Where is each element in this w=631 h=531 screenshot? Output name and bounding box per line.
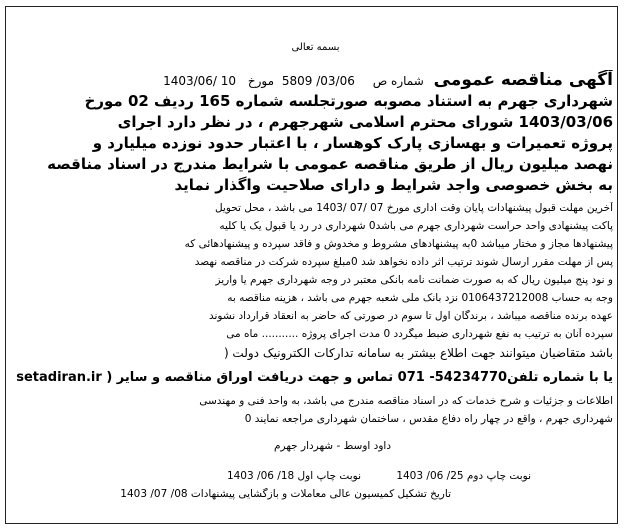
detail-line: آخرین مهلت قبول پیشنهادات پایان وقت اداری مورخ 07 /07 /1403 می باشد ، محل تحویل [214,202,613,214]
detail-line: و نود پنج میلیون ریال که به صورت ضمانت نامه بانکی معتبر در وجه شهرداری جهرم یا واریز [215,274,613,286]
second-print-date: نوبت چاپ دوم 25/ 06/ 1403 [396,470,531,482]
detail-line: پس از مهلت مقرر ارسال شوند ترتیب اثر داده نخواهد شد 0مبلغ سپرده شرکت در مناقصه نهصد [194,256,613,268]
body-line: شهرداری جهرم به استناد مصوبه صورتجلسه شماره 165 ردیف 02 مورخ [84,92,613,110]
detail-line: باشد متقاضیان میتوانند جهت اطلاع بیشتر به سامانه تدارکات الکترونیک دولت ( [223,346,613,360]
mayor-signature: داود اوسط - شهردار جهرم [274,440,391,452]
notice-title: آگهی مناقصه عمومی [433,70,613,90]
detail-line: عهده برنده مناقصه میباشد ، برندگان اول تا سوم در صورتی که حاضر به انعقاد قرارداد نشوند [208,310,613,322]
detail-line-website: setadiran.ir ) یا با شماره تلفن54234770- 071 تماس و جهت دریافت اوراق مناقصه و سایر [16,370,613,385]
first-print-date: نوبت چاپ اول 18/ 06/ 1403 [226,470,361,482]
detail-line: شهرداری جهرم ، واقع در چهار راه دفاع مقدس ، ساختمان شهرداری مراجعه نمایند 0 [244,413,613,425]
detail-line: پیشنهادها مجاز و مختار میباشد 0به پیشنهادهای مشروط و مخدوش و فاقد سپرده و پیشنهادهائی که [184,238,613,250]
date-value: 1403/06/ 10 [163,74,237,88]
detail-line: سپرده آنان به ترتیب به نفع شهرداری ضبط میگردد 0 مدت اجرای پروژه ........... ماه می [226,328,613,340]
bismillah-heading: بسمه تعالی [291,42,340,53]
number-label: شماره ص [372,74,424,88]
body-line: پروژه تعمیرات و بهسازی پارک کوهسار ، با اعتبار حدود نوزده میلیارد و [92,134,613,152]
body-line: به بخش خصوصی واجد شرایط و دارای صلاحیت واگذار نماید [174,176,613,194]
detail-line: اطلاعات و جزئیات و شرح خدمات که در اسناد مناقصه مندرج می باشد، به واحد فنی و مهندسی [199,395,613,407]
detail-line: وجه به حساب 0106437212008 نزد بانک ملی شعبه جهرم می باشد ، هزینه مناقصه به [227,292,613,304]
detail-line: پاکت پیشنهادی واحد حراست شهرداری جهرم می باشد0 شهرداری در رد یا قبول یک یا کلیه [219,220,613,232]
notice-header [53,70,613,90]
number-value: 5809 /03/06 [281,74,355,88]
date-label: مورخ [247,74,275,88]
body-line: 1403/03/06 شورای محترم اسلامی شهرجهرم ، در نظر دارد اجرای [117,113,613,131]
commission-date: تاریخ تشکیل کمیسیون عالی معاملات و بازگشایی پیشنهادات 08/ 07/ 1403 [120,488,451,500]
body-line: نهصد میلیون ریال از طریق مناقصه عمومی با شرایط مندرج در اسناد مناقصه [47,155,613,173]
